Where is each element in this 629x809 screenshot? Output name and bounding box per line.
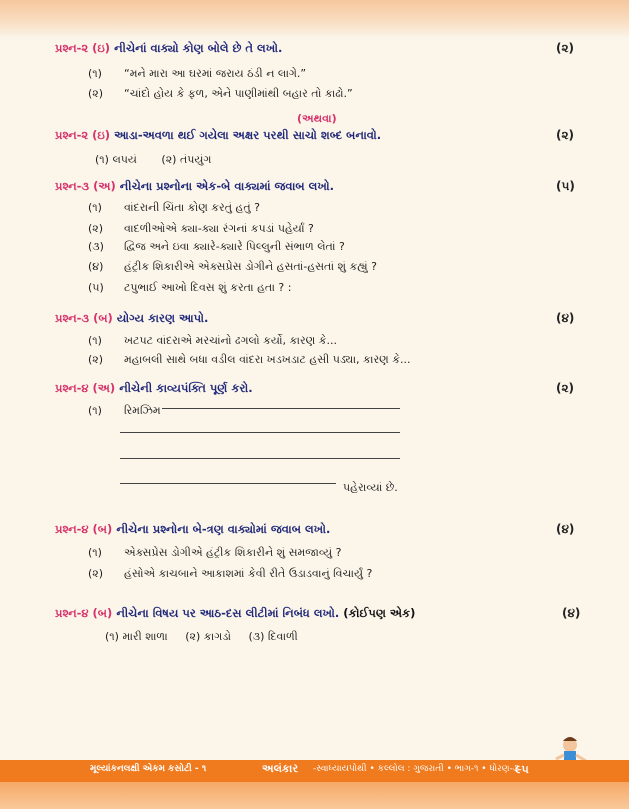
marks: (૨) [556, 41, 575, 55]
list-item: (૧) એક્સપ્રેસ ડોગીએ હંટ્રીક શિકારીને શું સમજાવ્યું ? [88, 546, 342, 559]
or-label: (અથવા) [297, 112, 337, 125]
bottom-decorative-band [0, 782, 629, 809]
poem-end: પહેરાવ્યાં છે. [343, 481, 398, 494]
list-item: (૨) વાદળીઓએ ક્યા-ક્યા રંગનાં કપડાં પહેર્યાં ? [88, 222, 314, 235]
answer-line [162, 408, 400, 409]
list-item: (૪) હંટ્રીક શિકારીએ એક્સપ્રેસ ડોગીને હસતાં-હસતાં શું કહ્યું ? [88, 260, 377, 273]
list-item: (૧) વાંદરાની ચિંતા કોણ કરતું હતું ? [88, 201, 260, 214]
question-heading: પ્રશ્ન-૩ (અ) નીચેના પ્રશ્નોના એક-બે વાક્યમાં જવાબ લખો. [55, 179, 335, 193]
marks: (૪) [562, 606, 581, 620]
top-decorative-band [0, 0, 629, 38]
answer-line [120, 432, 400, 433]
list-item: (૨) હંસોએ કાચબાને આકાશમાં કેવી રીતે ઉડાડવાનું વિચાર્યું ? [88, 567, 373, 580]
footer-right-text: -સ્વાધ્યાયપોથી • કલ્લોલ : ગુજરાતી • ભાગ-૧ • ધોરણ-૩ [313, 764, 519, 774]
essay-topics: (૧) મારી શાળા (૨) કાગડો (૩) દિવાળી [105, 630, 298, 643]
answer-line [120, 483, 336, 484]
question-heading: પ્રશ્ન-૨ (ઇ) નીચેનાં વાક્યો કોણ બોલે છે તે લખો. [55, 41, 283, 55]
poem-start: (૧) રિમઝિમ [88, 404, 161, 417]
question-heading: પ્રશ્ન-૪ (બ) નીચેના પ્રશ્નોના બે-ત્રણ વાક્યોમાં જવાબ લખો. [55, 522, 331, 536]
list-item: (૧) ખટપટ વાંદરાએ મરચાંનો ઢગલો કર્યો, કારણ કે... [88, 334, 338, 347]
list-item: (૫) ટપુભાઈ આખો દિવસ શું કરતા હતા ? : [88, 281, 292, 294]
list-item: (૨) “ચાંદો હોય કે ફળ, એને પાણીમાંથી બહાર તો કાઢો.” [88, 87, 353, 100]
answer-line [120, 458, 400, 459]
question-heading: પ્રશ્ન-૨ (ઇ) આડા-અવળા થઈ ગયેલા અક્ષર પરથી સાચો શબ્દ બનાવો. [55, 128, 382, 142]
footer-brand: અલંકાર [262, 762, 299, 775]
list-item: (૧) “મને મારા આ ઘરમાં જરાય ઠંડી ન લાગે.” [88, 67, 307, 80]
marks: (૨) [556, 128, 575, 142]
marks: (૪) [556, 522, 575, 536]
question-heading: પ્રશ્ન-૪ (અ) નીચેની કાવ્યપંક્તિ પૂર્ણ કરો. [55, 381, 253, 395]
question-heading: પ્રશ્ન-૪ (બ) નીચેના વિષય પર આઠ-દસ લીટીમાં નિબંધ લખો. (કોઈપણ એક) [55, 606, 416, 620]
marks: (૨) [556, 381, 575, 395]
footer-left-text: મૂલ્યાંકનલક્ષી એકમ કસોટી - ૧ [90, 764, 207, 774]
marks: (૪) [556, 311, 575, 325]
list-item: (૩) દ્વિજ અને ઇવા ક્યારે-ક્યારે પિલ્લુની સંભાળ લેતાં ? [88, 240, 345, 253]
page-number: ૯૫ [515, 763, 529, 776]
list-item: (૨) મહાબલી સાથે બધા વડીલ વાંદરા ખડખડાટ હસી પડ્યા, કારણ કે... [88, 353, 411, 366]
jumbled-words: (૧) લપયં (૨) તંપયુંગ [95, 153, 212, 166]
marks: (૫) [556, 179, 575, 193]
question-heading: પ્રશ્ન-૩ (બ) યોગ્ય કારણ આપો. [55, 311, 209, 325]
